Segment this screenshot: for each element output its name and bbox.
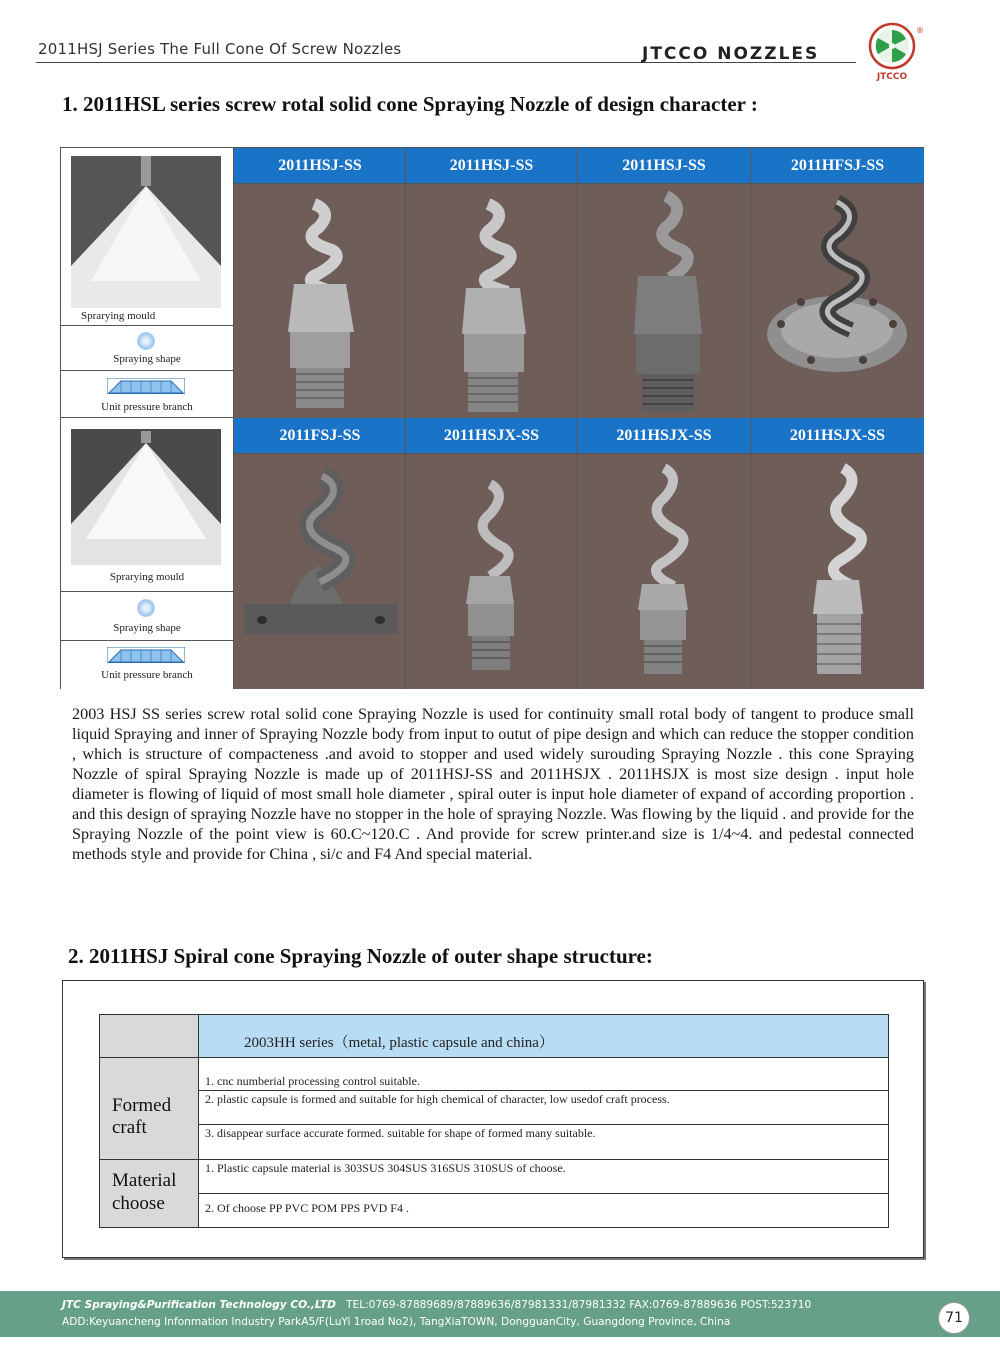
spray-photo-2 [71, 429, 221, 565]
table-row [199, 1194, 888, 1227]
nozzle-photo-r2-3 [577, 453, 750, 689]
spiral-nozzle-image [751, 184, 923, 416]
pressure-distribution-icon [107, 378, 185, 394]
footer-band [0, 1291, 1000, 1337]
pressure-distribution-icon [107, 647, 185, 663]
spec-table [99, 1014, 889, 1228]
model-header-r1-2: 2011HSJ-SS [405, 148, 577, 183]
model-header-r2-1: 2011FSJ-SS [233, 418, 406, 453]
table-cell: 2. Of choose PP PVC POM PPS PVD F4 . [205, 1201, 409, 1215]
nozzle-photo-r2-1 [233, 453, 406, 689]
logo-text: JTCCO [876, 72, 908, 82]
table-cell: 1. cnc numberial processing control suitable. [205, 1074, 420, 1088]
section2-title: 2. 2011HSJ Spiral cone Spraying Nozzle of outer shape structure: [68, 944, 653, 968]
nozzle-gallery [60, 147, 924, 689]
spiral-nozzle-image [578, 454, 750, 686]
company-name: JTC Spraying&Purification Technology CO.,LTD [62, 1299, 336, 1311]
table-row [199, 1058, 888, 1091]
spray-shape-icon [137, 599, 155, 617]
spray-shape-cell-2 [61, 591, 233, 641]
spray-info-panel-1 [61, 148, 234, 417]
description-paragraph: 2003 HSJ SS series screw rotal solid cone Spraying Nozzle is used for continuity small rotal body of tangent to produce small liquid Spraying and inner of Spraying Nozzle body from input to outut of pipe design and which can reduce the stopper condition , which is structure of compacteness .and avoid to stopper and used widely surouding Spraying Nozzle . this cone Spraying Nozzle of spiral Spraying Nozzle is made up of 2011HSJ-SS and 2011HSJX . 2011HSJX is most size design . input hole diameter is flowing of liquid of most small hole diameter , spiral outer is input hole diameter of expand of according proportion . and this design of spraying Nozzle have no stopper in the hole of spraying Nozzle. Was flowing by the liquid . and provide for the Spraying Nozzle of the point view is 60.C~120.C . And provide for screw printer.and size is 1/4~4. and pedestal connected methods style and provide for China , si/c and F4 And special material. [72, 705, 914, 863]
spiral-nozzle-image [578, 184, 750, 416]
spiral-nozzle-image [234, 454, 406, 686]
section1-title: 1. 2011HSL series screw rotal solid cone Spraying Nozzle of design character : [62, 92, 758, 116]
spiral-nozzle-image [406, 454, 578, 686]
spray-info-panel-2 [61, 417, 234, 689]
group-label-line2: choose [112, 1193, 165, 1214]
pressure-cell-2 [61, 640, 233, 690]
model-header-r1-4: 2011HFSJ-SS [750, 148, 924, 183]
spiral-nozzle-image [234, 184, 406, 416]
table-row [199, 1125, 888, 1160]
spray-cone-image [71, 429, 221, 565]
photo-caption-1: Sprarying mould [81, 310, 156, 322]
model-header-r2-4: 2011HSJX-SS [750, 418, 924, 453]
nozzle-photo-r1-4 [750, 183, 924, 418]
nozzle-photo-r2-2 [405, 453, 577, 689]
group-label-formed-craft [100, 1058, 199, 1160]
table-header-corner [100, 1015, 199, 1058]
registered-mark: ® [916, 26, 924, 35]
table-cell: 1. Plastic capsule material is 303SUS 304SUS 316SUS 310SUS of choose. [205, 1161, 566, 1175]
nozzle-photo-r1-2 [405, 183, 577, 418]
footer-address: ADD:Keyuancheng Infonmation Industry ParkA5/F(LuYi 1road No2), TangXiaTOWN, DongguanCity, Guangdong Province, China [62, 1316, 731, 1328]
table-cell: 3. disappear surface accurate formed. suitable for shape of formed many suitable. [205, 1126, 596, 1140]
group-label-line2: craft [112, 1117, 147, 1138]
nozzle-photo-r2-4 [750, 453, 924, 689]
pressure-caption-1: Unit pressure branch [101, 401, 193, 413]
spray-shape-caption-1: Spraying shape [113, 353, 181, 365]
spray-shape-icon [137, 332, 155, 350]
nozzle-photo-r1-3 [577, 183, 750, 418]
model-header-r2-3: 2011HSJX-SS [577, 418, 750, 453]
model-header-r2-2: 2011HSJX-SS [405, 418, 577, 453]
group-label-line1: Formed [112, 1095, 172, 1116]
table-row [199, 1160, 888, 1194]
pressure-cell-1 [61, 370, 233, 418]
spiral-nozzle-image [406, 184, 578, 416]
spray-photo-1 [71, 156, 221, 308]
group-label-material-choose [100, 1160, 199, 1227]
page-number: 71 [938, 1302, 970, 1334]
table-cell: 2. plastic capsule is formed and suitable for high chemical of character, low usedof craft process. [205, 1092, 670, 1106]
header-series-title: 2011HSJ Series The Full Cone Of Screw Nozzles [38, 40, 402, 58]
spray-shape-caption-2: Spraying shape [113, 622, 181, 634]
contact-numbers: TEL:0769-87889689/87889636/87981331/87981332 FAX:0769-87889636 POST:523710 [346, 1299, 812, 1311]
table-header-text: 2003HH series（metal, plastic capsule and china） [244, 1035, 554, 1051]
pressure-caption-2: Unit pressure branch [101, 669, 193, 681]
brand-name: JTCCO NOZZLES [642, 44, 820, 64]
model-header-r1-1: 2011HSJ-SS [233, 148, 406, 183]
table-header [199, 1015, 888, 1058]
footer-line1 [62, 1299, 811, 1311]
table-row [199, 1091, 888, 1125]
spiral-nozzle-image [751, 454, 923, 686]
photo-caption-2: Sprarying mould [109, 571, 185, 583]
spray-shape-cell-1 [61, 325, 233, 371]
group-label-line1: Material [112, 1170, 177, 1191]
model-header-r1-3: 2011HSJ-SS [577, 148, 750, 183]
nozzle-photo-r1-1 [233, 183, 406, 418]
spray-cone-image [71, 156, 221, 308]
spec-table-frame [62, 980, 924, 1258]
